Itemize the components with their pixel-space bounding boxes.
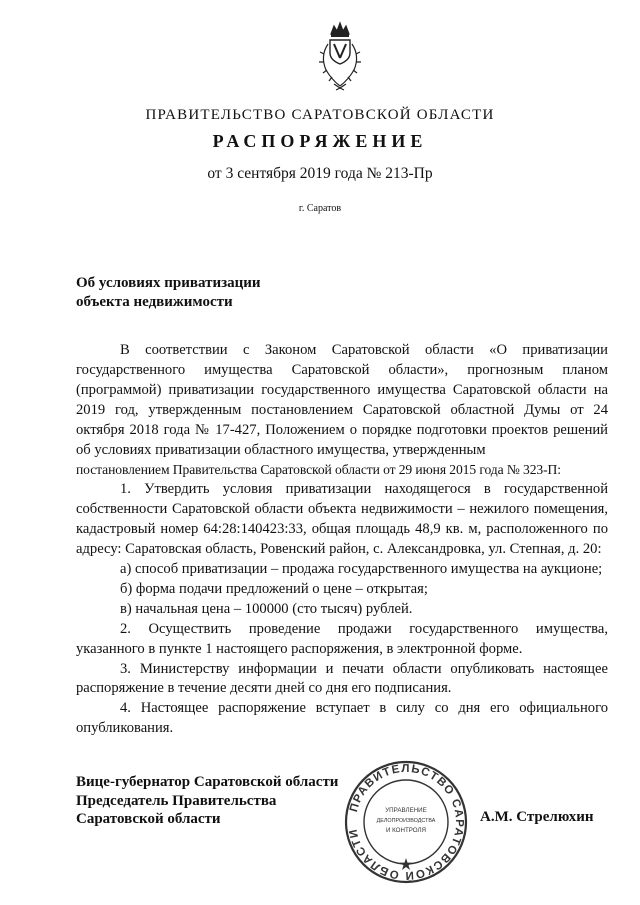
- signatory-position: [76, 773, 376, 829]
- document-date-number: от 3 сентября 2019 года № 213-Пр: [207, 165, 433, 182]
- document-city: г. Саратов: [298, 203, 342, 214]
- item-1-b: б) форма подачи предложений о цене – открытая;: [120, 580, 428, 597]
- signer-name: А.М. Стрелюхин: [480, 809, 594, 825]
- item-2: 2. Осуществить проведение продажи государственного имущества, указанного в пункте 1 настоящего распоряжения, в электронной форме.: [76, 620, 608, 657]
- preamble-paragraph: В соответствии с Законом Саратовской области «О приватизации государственного имущества Саратовской области», прогнозным планом (программой) приватизации государственного имущества Саратовской области на 2019 год, утвержденным постановлением Саратовской областной Думы от 24 октября 2018 года № 17-427, Положением о порядке подготовки проектов решений об условиях приватизации областного имущества, утвержденным: [76, 342, 608, 458]
- preamble-paragraph-end: постановлением Правительства Саратовской области от 29 июня 2015 года № 323-П:: [76, 462, 561, 478]
- title-line-1: Об условиях приватизации: [76, 275, 261, 291]
- item-1: 1. Утвердить условия приватизации находящегося в государственной собственности Саратовской области объекта недвижимости – нежилого помещения, кадастровый номер 64:28:140423:33, общая площадь 48,9 кв. м, расположенного по адресу: Саратовская область, Ровенский район, с. Александровка, ул. Степная, д. 20:: [76, 481, 608, 558]
- signatory-position-line-1: Вице-губернатор Саратовской области: [76, 774, 339, 790]
- document-title: [76, 274, 436, 312]
- signatory-position-line-2: Председатель Правительства: [76, 792, 277, 809]
- stamp-inner-line-1: УПРАВЛЕНИЕ: [385, 807, 427, 814]
- document-body: [76, 341, 608, 739]
- stamp-inner-line-2: ДЕЛОПРОИЗВОДСТВА: [376, 818, 436, 824]
- coat-of-arms-emblem: [304, 20, 376, 96]
- document-type: РАСПОРЯЖЕНИЕ: [212, 131, 428, 151]
- item-1-a: а) способ приватизации – продажа государственного имущества на аукционе;: [120, 560, 603, 577]
- stamp-inner-line-3: И КОНТРОЛЯ: [385, 827, 427, 834]
- item-4: 4. Настоящее распоряжение вступает в силу со дня его официального опубликования.: [76, 700, 608, 737]
- title-line-2: объекта недвижимости: [76, 294, 233, 310]
- signatory-position-line-3: Саратовской области: [76, 811, 221, 827]
- organization-name: ПРАВИТЕЛЬСТВО САРАТОВСКОЙ ОБЛАСТИ: [145, 107, 495, 123]
- item-3: 3. Министерству информации и печати области опубликовать настоящее распоряжение в течение десяти дней со дня его подписания.: [76, 660, 608, 697]
- item-1-c: в) начальная цена – 100000 (сто тысяч) рублей.: [120, 600, 413, 617]
- official-stamp: [342, 758, 470, 886]
- stamp-outer-text: ПРАВИТЕЛЬСТВО САРАТОВСКОЙ ОБЛАСТИ: [347, 762, 466, 882]
